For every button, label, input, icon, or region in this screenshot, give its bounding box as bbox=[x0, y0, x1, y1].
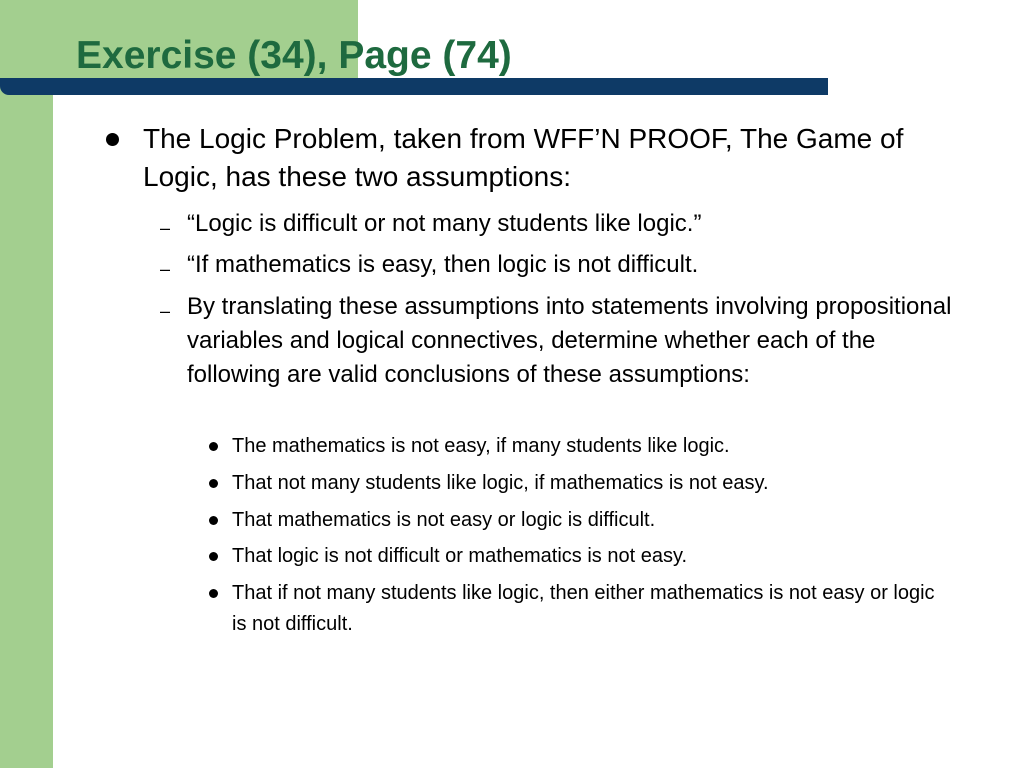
dash-bullet-icon: – bbox=[160, 218, 171, 238]
bullet-dot-icon bbox=[209, 479, 218, 488]
bullet-dot-icon bbox=[209, 516, 218, 525]
bullet-dot-icon bbox=[209, 589, 218, 598]
conclusion-1: The mathematics is not easy, if many students like logic. bbox=[232, 435, 730, 457]
bullet-dot-icon bbox=[209, 552, 218, 561]
assumption-1: “Logic is difficult or not many students like logic.” bbox=[187, 210, 702, 237]
conclusion-5: That if not many students like logic, then either mathematics is not easy or logic is not difficult. bbox=[232, 582, 935, 635]
assumption-2: “If mathematics is easy, then logic is not difficult. bbox=[187, 251, 699, 278]
intro-text: The Logic Problem, taken from WFF’N PROOF, The Game of Logic, has these two assumptions: bbox=[143, 123, 904, 192]
dash-bullet-icon: – bbox=[160, 301, 171, 321]
dash-bullet-icon: – bbox=[160, 259, 171, 279]
translation-instruction: By translating these assumptions into statements involving propositional variables and logical connectives, determine whether each of the following are valid conclusions of these assumptions: bbox=[187, 293, 952, 388]
bullet-dot-icon bbox=[209, 442, 218, 451]
bullet-dot-icon bbox=[106, 133, 119, 146]
conclusion-2: That not many students like logic, if mathematics is not easy. bbox=[232, 472, 769, 494]
slide-title: Exercise (34), Page (74) bbox=[76, 34, 512, 77]
conclusion-3: That mathematics is not easy or logic is difficult. bbox=[232, 509, 656, 531]
conclusion-4: That logic is not difficult or mathematics is not easy. bbox=[232, 545, 688, 567]
